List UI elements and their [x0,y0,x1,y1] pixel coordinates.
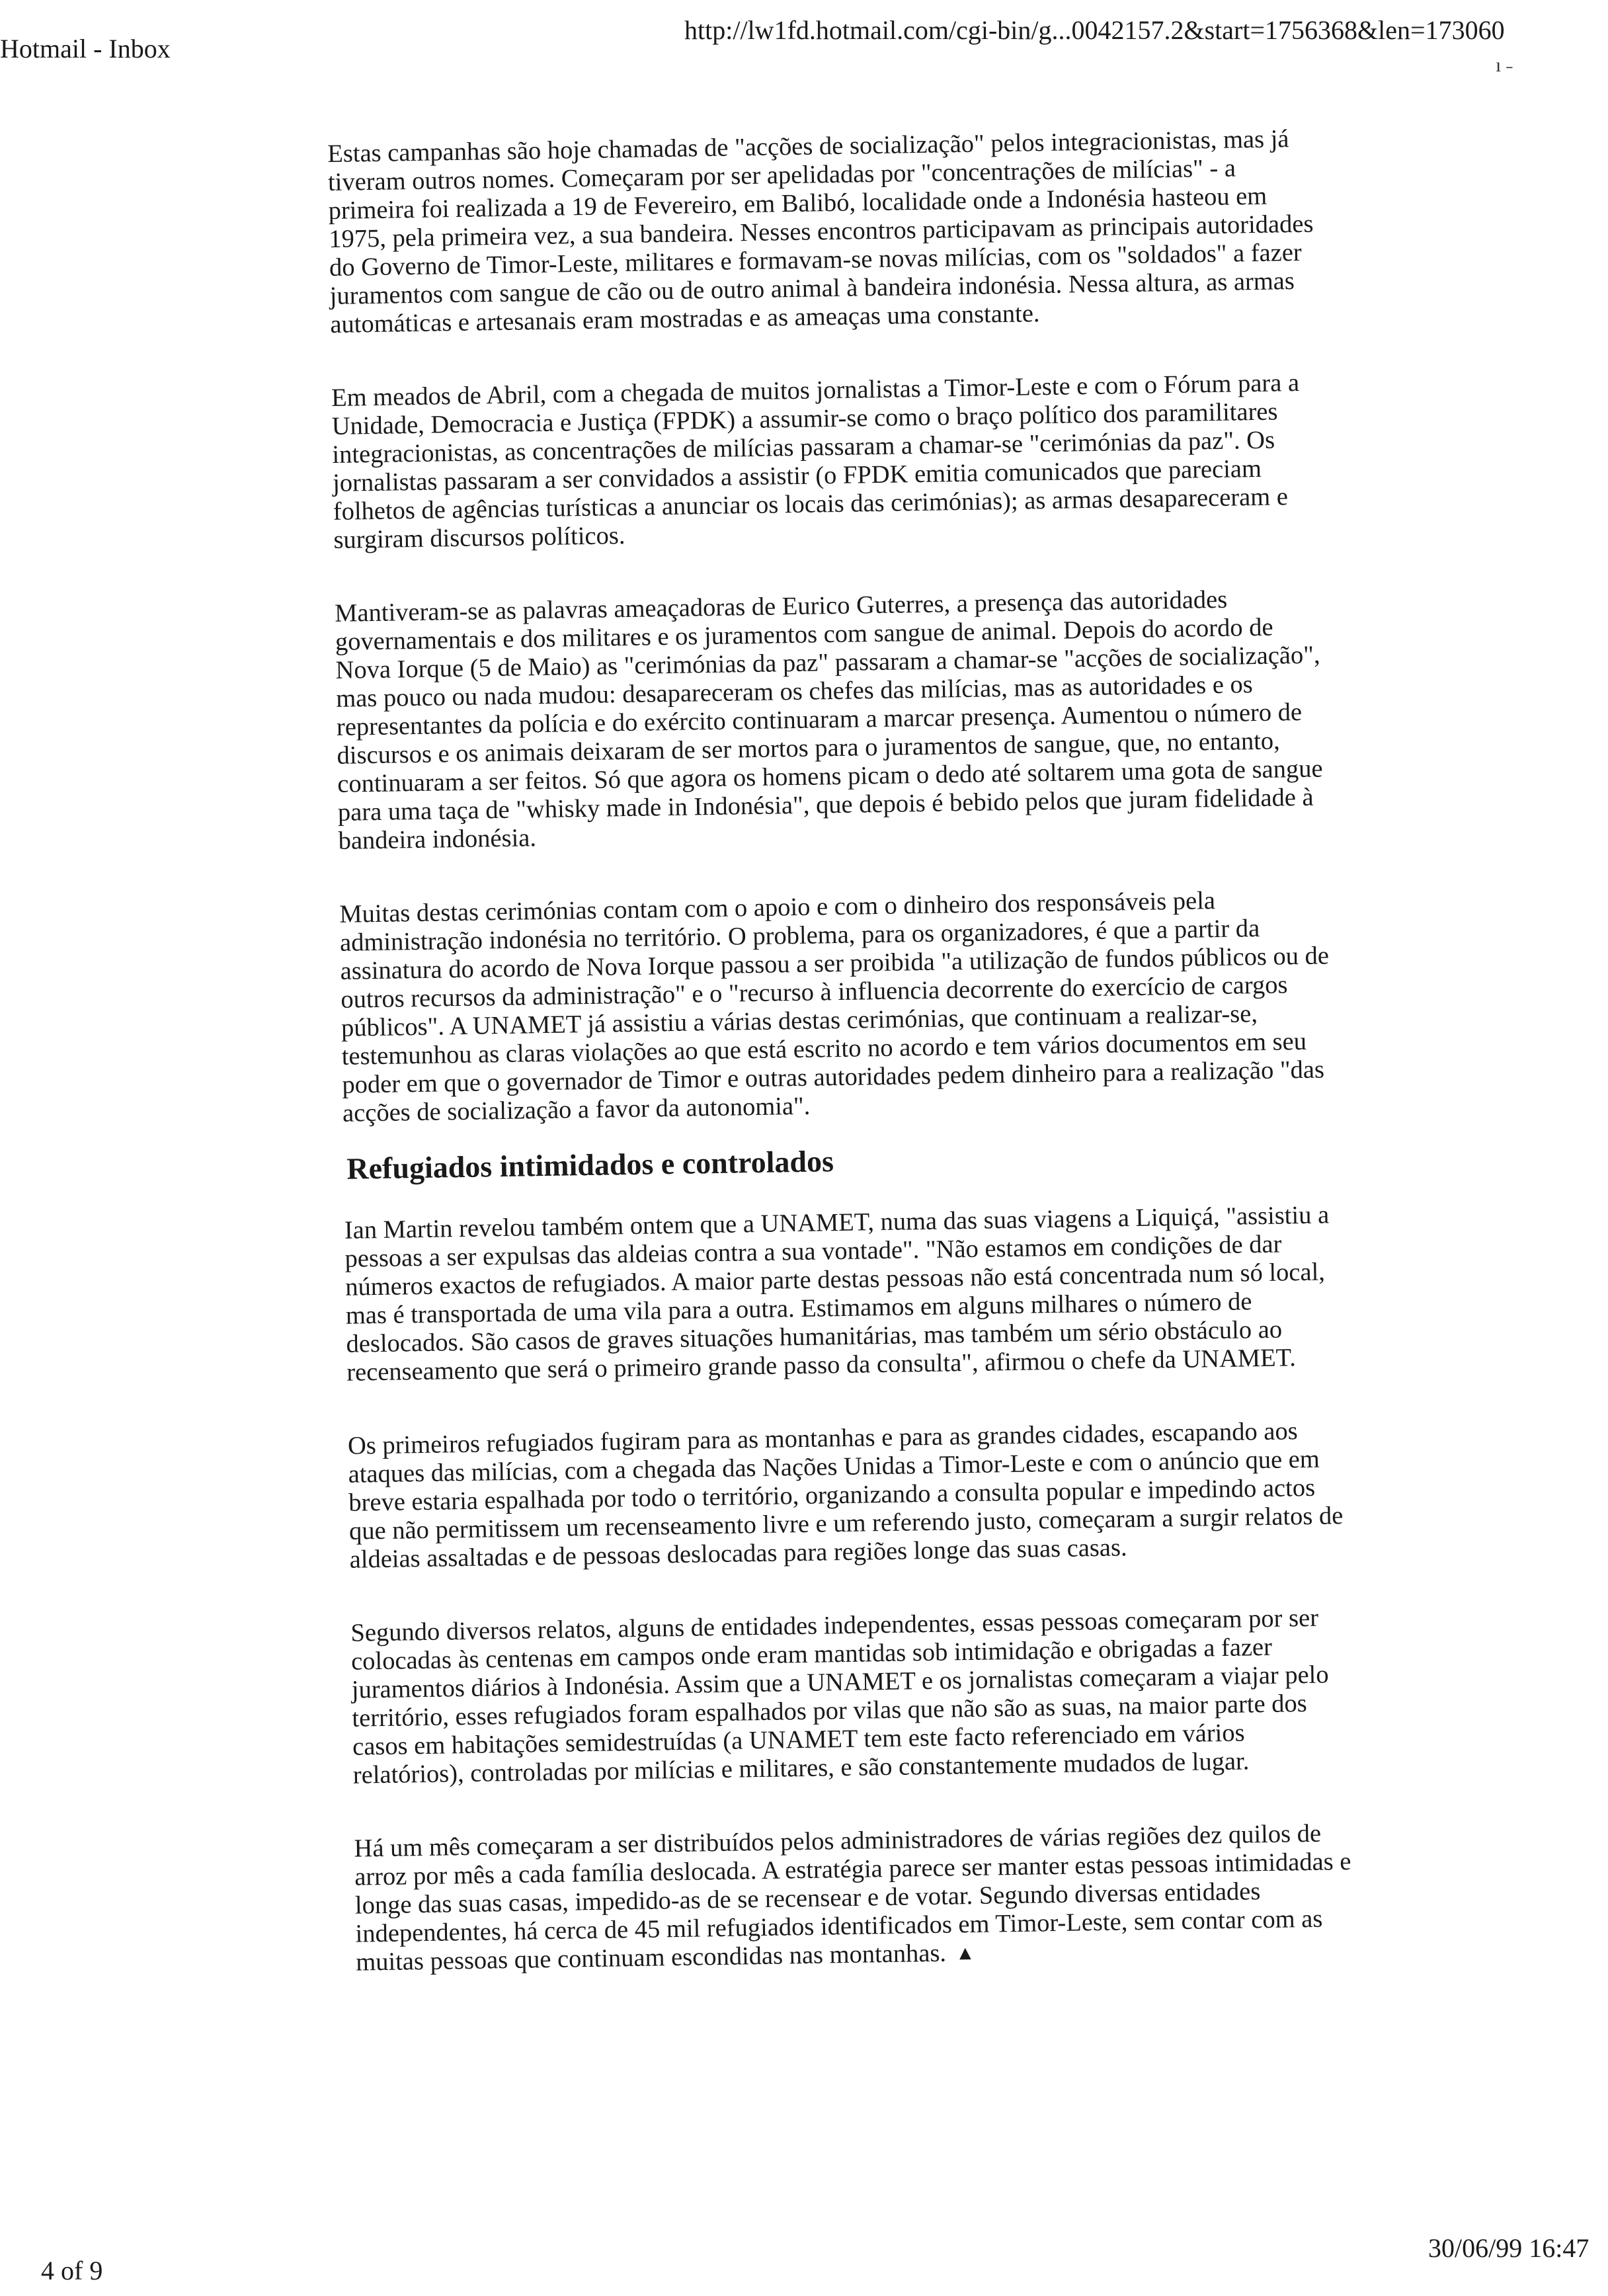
article-paragraph: Muitas destas cerimónias contam com o apoio e com o dinheiro dos responsáveis pela administração indonésia no território. O problema, para os organizadores, é que a partir da assinatura do acordo de Nova Iorque passou a ser proibida "a utilização de fundos públicos ou de outros recursos da administração" e o "recurso à influencia decorrente do exercício de cargos públicos". A UNAMET já assistiu a várias destas cerimónias, que continuam a realizar-se, testemunhou as claras violações ao que está escrito no acordo e tem vários documentos em seu poder em que o governador de Timor e outras autoridades pedem dinheiro para a realização "das acções de socialização a favor da autonomia". [339,887,1330,1128]
scan-artifact-mark: ı ˗ [1496,54,1513,76]
final-paragraph-text: Há um mês começaram a ser distribuídos pelos administradores de várias regiões dez quilos de arroz por mês a cada família deslocada. A estratégia parece ser manter estas pessoas intimidadas e longe das suas casas, impedido-as de se recensear e de votar. Segundo diversas entidades independentes, há cerca de 45 mil refugiados identificados em Timor-Leste, sem contar com as muitas pessoas que continuam escondidas nas montanhas. [354,1819,1351,1977]
article-paragraph: Segundo diversos relatos, alguns de entidades independentes, essas pessoas começaram por ser colocadas às centenas em campos onde eram mantidas sob intimidação e obrigadas a fazer juramentos diários à Indonésia. Assim que a UNAMET e os jornalistas começaram a viajar pelo território, esses refugiados foram espalhados por vilas que não são as suas, na maior parte dos casos em habitações semidestruídas (a UNAMET tem este facto referenciado em vários relatórios), controladas por milícias e militares, e são constantemente mudados de lugar. [350,1604,1329,1789]
section-heading: Refugiados intimidados e controlados [346,1144,834,1186]
page-indicator: 4 of 9 [41,2256,103,2285]
print-datetime: 30/06/99 16:47 [1428,2233,1589,2263]
article-paragraph: Ian Martin revelou também ontem que a UNAMET, numa das suas viagens a Liquiçá, "assistiu a pessoas a ser expulsas das aldeias contra a sua vontade". "Não estamos em condições de dar números exactos de refugiados. A maior parte destas pessoas não está concentrada num só local, mas é transportada de uma vila para a outra. Estimamos em alguns milhares o número de deslocados. São casos de graves situações humanitárias, mas também um sério obstáculo ao recenseamento que será o primeiro grande passo da consulta", afirmou o chefe da UNAMET. [344,1201,1330,1387]
article-paragraph: Em meados de Abril, com a chegada de muitos jornalistas a Timor-Leste e com o Fórum para a Unidade, Democracia e Justiça (FPDK) a assumir-se como o braço político dos paramilitares integracionistas, as concentrações de milícias passaram a chamar-se "cerimónias da paz". Os jornalistas passaram a ser convidados a assistir (o FPDK emitia comunicados que pareciam folhetos de agências turísticas a anunciar os locais das cerimónias); as armas desapareceram e surgiram discursos políticos. [331,368,1300,554]
article-paragraph: Estas campanhas são hoje chamadas de "acções de socialização" pelos integracionistas, mas já tiveram outros nomes. Começaram por ser apelidadas por "concentrações de milícias" - a primeira foi realizada a 19 de Fevereiro, em Balibó, localidade onde a Indonésia hasteou em 1975, pela primeira vez, a sua bandeira. Nesses encontros participavam as principais autoridades do Governo de Timor-Leste, militares e formavam-se novas milícias, com os "soldados" a fazer juramentos com sangue de cão ou de outro animal à bandeira indonésia. Nessa altura, as armas automáticas e artesanais eram mostradas e as ameaças uma constante. [327,125,1314,339]
article-paragraph: Os primeiros refugiados fugiram para as montanhas e para as grandes cidades, escapando aos ataques das milícias, com a chegada das Nações Unidas a Timor-Leste e com o anúncio que em breve estaria espalhada por todo o território, organizando a consulta popular e impedindo actos que não permitissem um recenseamento livre e um referendo justo, começaram a surgir relatos de aldeias assaltadas e de pessoas deslocadas para regiões longe das suas casas. [347,1417,1344,1574]
window-title: Hotmail - Inbox [0,34,171,63]
article-paragraph: Mantiveram-se as palavras ameaçadoras de Eurico Guterres, a presença das autoridades governamentais e dos militares e os juramentos com sangue de animal. Depois do acordo de Nova Iorque (5 de Maio) as "cerimónias da paz" passaram a chamar-se "acções de socialização", mas pouco ou nada mudou: desapareceram os chefes das milícias, mas as autoridades e os representantes da polícia e do exército continuaram a marcar presença. Aumentou o número de discursos e os animais deixaram de ser mortos para o juramentos de sangue, que, no entanto, continuaram a ser feitos. Só que agora os homens picam o dedo até soltarem uma gota de sangue para uma taça de "whisky made in Indonésia", que depois é bebido pelos que juram fidelidade à bandeira indonésia. [334,585,1323,855]
article-body [327,124,1355,2022]
article-final-paragraph [354,1819,1354,1977]
page-url: http://lw1fd.hotmail.com/cgi-bin/g...0042157.2&start=1756368&len=173060 [684,15,1505,45]
triangle-up-icon: ▲ [955,1942,975,1965]
